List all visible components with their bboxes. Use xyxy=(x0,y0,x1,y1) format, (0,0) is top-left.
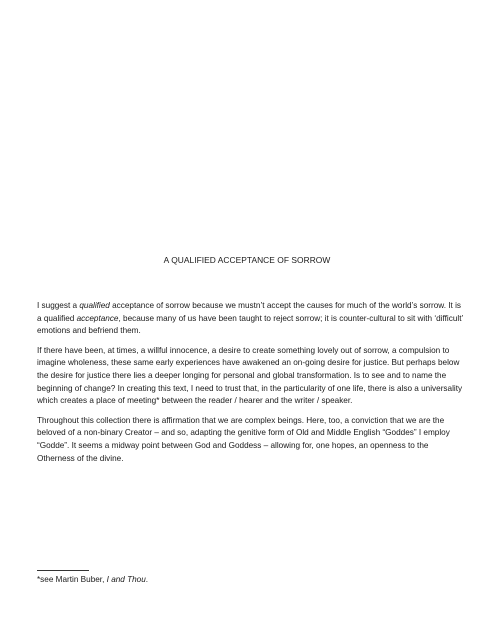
paragraph-1-emphasis-acceptance: acceptance xyxy=(76,313,119,323)
paragraph-1-part-e: , because many of us have been taught to reject sorrow; it is counter-cultural to sit with ‘difficult’ emotions and befriend them. xyxy=(37,313,463,336)
footnote-divider xyxy=(37,570,89,571)
paragraph-1-emphasis-qualified: qualified xyxy=(79,301,110,310)
footnote-prefix: *see Martin Buber, xyxy=(37,575,107,584)
page-title: A QUALIFIED ACCEPTANCE OF SORROW xyxy=(163,255,331,265)
paragraph-1 xyxy=(37,300,467,338)
footnote-suffix: . xyxy=(145,575,149,584)
paragraph-3: Throughout this collection there is affirmation that we are complex beings. Here, too, a conviction that we are the beloved of a non-binary Creator – and so, adapting the genitive form of Old and Middle English “Goddes” I employ “Godde”. It seems a midway point between God and Goddess – allowing for, one hopes, an openness to the Otherness of the divine. xyxy=(37,415,450,463)
paragraph-1-part-a: I suggest a xyxy=(37,301,80,310)
footnote xyxy=(37,574,148,585)
footnote-book-title: I and Thou xyxy=(106,575,146,584)
paragraph-2: If there have been, at times, a willful innocence, a desire to create something lovely out of sorrow, a compulsion to imagine wholeness, these same early experiences have awakened an on-going desire for justice. But perhaps below the desire for justice there lies a deeper longing for personal and global transformation. Is to see and to name the beginning of change? In creating this text, I need to trust that, in the particularity of one life, there is also a universality which creates a place of meeting* between the reader / hearer and the writer / speaker. xyxy=(37,345,463,406)
body-text xyxy=(37,300,467,472)
paragraph-1-part-c: acceptance of sorrow because we mustn’t accept the causes for much of the world’s sorrow. It is a qualified xyxy=(37,301,462,323)
